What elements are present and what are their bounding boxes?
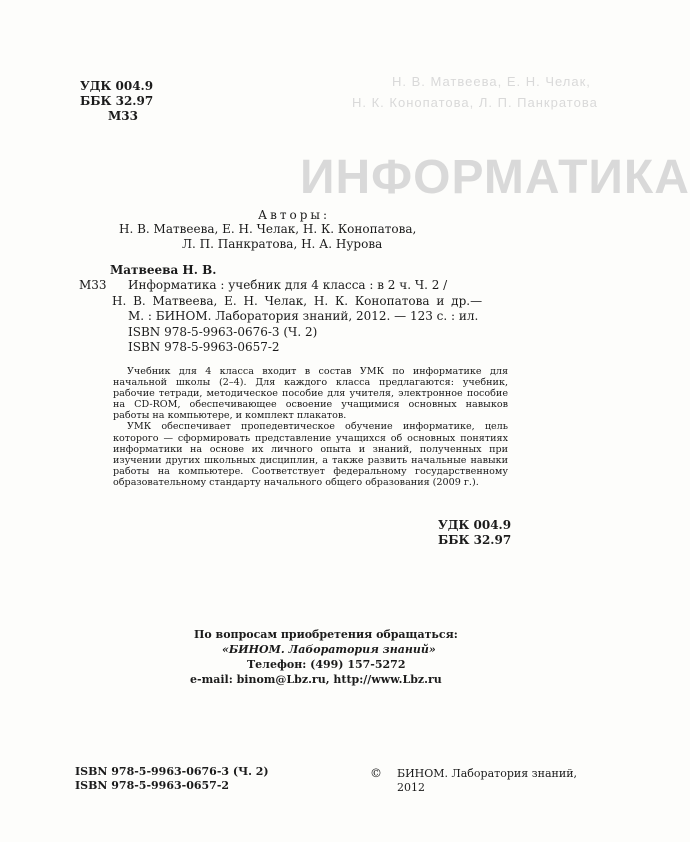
authors-line-1: Н. В. Матвеева, Е. Н. Челак, Н. К. Конопатова, — [119, 222, 417, 236]
udk-code-bottom: УДК 004.9 — [438, 518, 512, 532]
contact-phone: Телефон: (499) 157-5272 — [247, 658, 406, 671]
authors-heading: Авторы: — [258, 208, 330, 222]
author-mark-top: М33 — [108, 109, 138, 123]
annotation-paragraph-2: УМК обеспечивает пропедевтическое обучение информатике, цель которого — сформировать представление учащихся об основных понятиях информатики на основе их личного опыта и знаний, полученных при изучении других школьных дисциплин, а также развить начальные навыки работы на компьютере. Соответствует федеральному государственному образовательному стандарту начального общего образования (2009 г.). — [113, 421, 508, 488]
contact-line-2: «БИНОМ. Лаборатория знаний» — [222, 643, 436, 656]
annotation — [113, 366, 508, 488]
copyright-holder: БИНОМ. Лаборатория знаний, — [397, 767, 578, 780]
record-line-2: Н. В. Матвеева, Е. Н. Челак, Н. К. Конопатова и др.— — [112, 294, 483, 308]
contact-line-1: По вопросам приобретения обращаться: — [194, 628, 458, 641]
copyright-symbol: © — [370, 766, 382, 780]
authors-line-2: Л. П. Панкратова, Н. А. Нурова — [182, 237, 383, 251]
bbk-code-bottom: ББК 32.97 — [438, 533, 512, 547]
bbk-code-top: ББК 32.97 — [80, 94, 154, 108]
udk-code-top: УДК 004.9 — [80, 79, 154, 93]
footer-isbn-2: ISBN 978-5-9963-0657-2 — [75, 779, 230, 792]
annotation-paragraph-1: Учебник для 4 класса входит в состав УМК по информатике для начальной школы (2–4). Для каждого класса предлагаются: учебник, рабочие тетради, методическое пособие для учителя, электронное пособие на CD-ROM, обеспечивающее освоение учащимися основных навыков работы на компьютере, и комплект плакатов. — [113, 366, 508, 422]
bleed-through-line-1: Н. В. Матвеева, Е. Н. Челак, — [392, 74, 591, 89]
author-mark-record: М33 — [79, 278, 107, 292]
bleed-through-title: ИНФОРМАТИКА — [300, 151, 690, 204]
record-isbn-2: ISBN 978-5-9963-0657-2 — [128, 340, 280, 354]
record-isbn-1: ISBN 978-5-9963-0676-3 (Ч. 2) — [128, 325, 318, 339]
copyright-year: 2012 — [397, 781, 425, 794]
contact-email-web: e-mail: binom@Lbz.ru, http://www.Lbz.ru — [190, 673, 442, 686]
main-author: Матвеева Н. В. — [110, 263, 217, 277]
record-line-1: Информатика : учебник для 4 класса : в 2 ч. Ч. 2 / — [128, 278, 448, 292]
footer-isbn-1: ISBN 978-5-9963-0676-3 (Ч. 2) — [75, 765, 269, 778]
bleed-through-line-2: Н. К. Конопатова, Л. П. Панкратова — [352, 95, 598, 110]
record-line-3: М. : БИНОМ. Лаборатория знаний, 2012. — 123 с. : ил. — [128, 309, 479, 323]
